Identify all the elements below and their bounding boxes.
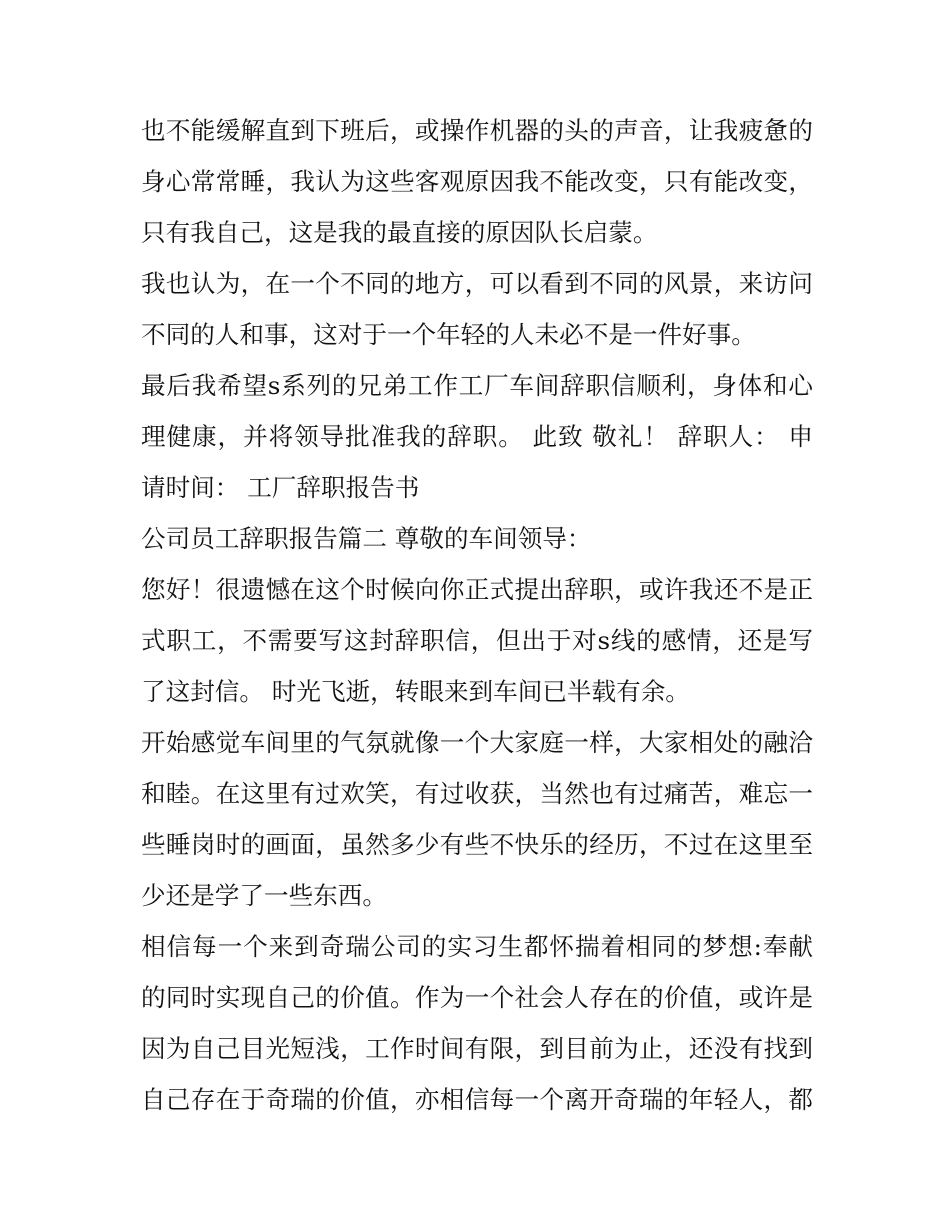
text-line: 式职工，不需要写这封辞职信，但出于对s线的感情，还是写 (141, 626, 813, 655)
text-line: 也不能缓解直到下班后，或操作机器的头的声音，让我疲惫的 (141, 116, 813, 145)
text-line: 理健康，并将领导批准我的辞职。 此致 敬礼！ 辞职人： 申 (141, 422, 813, 451)
text-line: 和睦。在这里有过欢笑，有过收获，当然也有过痛苦，难忘一 (141, 779, 813, 808)
text-line: 因为自己目光短浅，工作时间有限，到目前为止，还没有找到 (141, 1034, 813, 1063)
text-line: 不同的人和事，这对于一个年轻的人未必不是一件好事。 (141, 320, 756, 349)
text-line: 相信每一个来到奇瑞公司的实习生都怀揣着相同的梦想:奉献 (141, 932, 813, 961)
text-line: 些睡岗时的画面，虽然多少有些不快乐的经历，不过在这里至 (141, 830, 813, 859)
text-line: 最后我希望s系列的兄弟工作工厂车间辞职信顺利，身体和心 (141, 371, 813, 400)
text-line: 您好！很遗憾在这个时候向你正式提出辞职，或许我还不是正 (141, 575, 813, 604)
text-line: 请时间： 工厂辞职报告书 (141, 473, 420, 502)
text-line: 自己存在于奇瑞的价值，亦相信每一个离开奇瑞的年轻人，都 (141, 1085, 813, 1114)
body-text (141, 105, 813, 1125)
text-line: 开始感觉车间里的气氛就像一个大家庭一样，大家相处的融洽 (141, 728, 813, 757)
text-line: 了这封信。 时光飞逝，转眼来到车间已半载有余。 (141, 677, 690, 706)
text-line: 身心常常睡，我认为这些客观原因我不能改变，只有能改变， (141, 167, 813, 196)
text-line: 的同时实现自己的价值。作为一个社会人存在的价值，或许是 (141, 983, 813, 1012)
text-line: 少还是学了一些东西。 (141, 881, 387, 910)
text-line: 只有我自己，这是我的最直接的原因队长启蒙。 (141, 218, 658, 247)
text-line: 我也认为，在一个不同的地方，可以看到不同的风景，来访问 (141, 269, 813, 298)
text-line: 公司员工辞职报告篇二 尊敬的车间领导： (141, 524, 592, 553)
